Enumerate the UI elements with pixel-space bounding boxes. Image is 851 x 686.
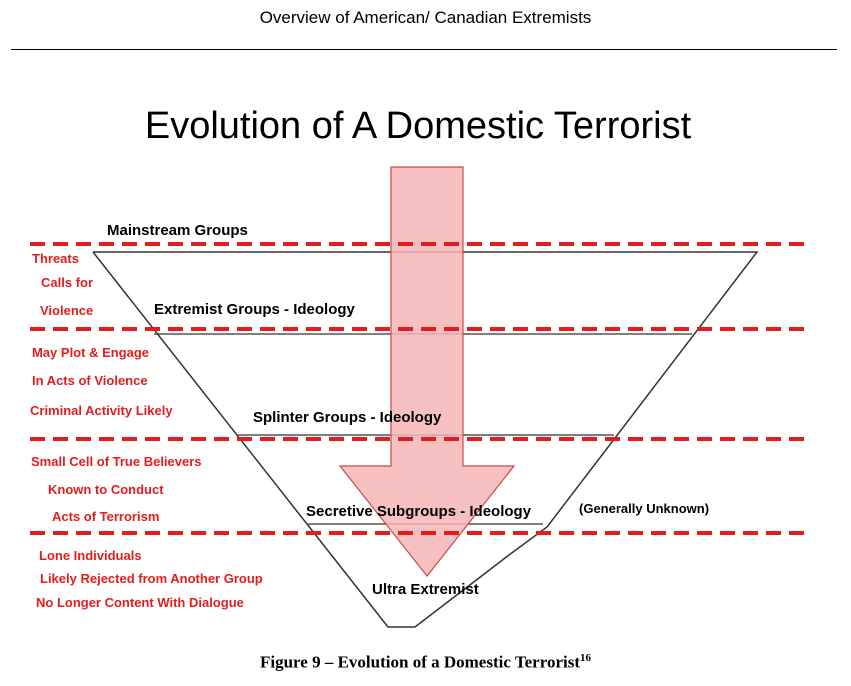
stage-label-mainstream: Mainstream Groups [107, 222, 248, 239]
page-header: Overview of American/ Canadian Extremists [259, 8, 592, 27]
side-label: Violence [40, 303, 94, 318]
stage-label-ultra: Ultra Extremist [372, 581, 479, 598]
side-label: Calls for [41, 275, 94, 290]
figure-caption [0, 652, 851, 673]
stage-label-secretive: Secretive Subgroups - Ideology [306, 503, 532, 520]
side-label: Acts of Terrorism [52, 509, 160, 524]
side-label: No Longer Content With Dialogue [36, 595, 244, 610]
side-label: Lone Individuals [39, 548, 142, 563]
footnote-marker: 16 [580, 652, 591, 664]
diagram-title: Evolution of A Domestic Terrorist [144, 105, 692, 147]
stage-label-splinter: Splinter Groups - Ideology [253, 409, 442, 426]
side-label: Likely Rejected from Another Group [40, 571, 263, 586]
generally-unknown-note: (Generally Unknown) [579, 501, 710, 516]
caption-text: Figure 9 – Evolution of a Domestic Terrorist [260, 652, 580, 672]
side-label: Threats [32, 251, 79, 266]
side-label: Criminal Activity Likely [30, 403, 173, 418]
side-label: Known to Conduct [48, 482, 164, 497]
side-label: May Plot & Engage [32, 345, 150, 360]
side-label: In Acts of Violence [32, 373, 148, 388]
side-label: Small Cell of True Believers [31, 454, 202, 469]
stage-label-extremist: Extremist Groups - Ideology [154, 301, 355, 318]
